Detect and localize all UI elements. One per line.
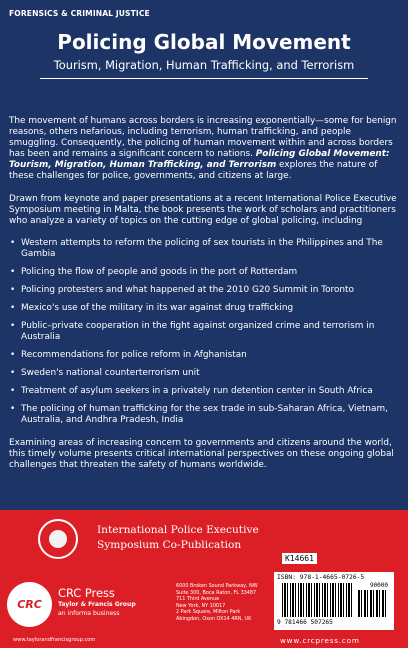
blurb-paragraph-1 <box>9 116 399 182</box>
list-item <box>9 350 399 361</box>
isbn-label: ISBN: 978-1-4665-0726-5 <box>277 574 365 581</box>
cover-bottom-panel <box>0 510 408 648</box>
list-item <box>9 238 399 260</box>
list-item-text: Western attempts to reform the policing of sex tourists in the Philippines and The Gambia <box>21 238 383 259</box>
crc-website: www.crcpress.com <box>280 636 360 645</box>
book-title: Policing Global Movement <box>57 30 351 54</box>
list-item <box>9 404 399 426</box>
list-item <box>9 303 399 314</box>
list-item-text: Recommendations for police reform in Afghanistan <box>21 350 247 360</box>
publisher-group: Taylor & Francis Group <box>58 601 136 608</box>
address-line: 6000 Broken Sound Parkway, NW <box>176 583 258 589</box>
address-line: 2 Park Square, Milton Park <box>176 609 241 616</box>
list-item <box>9 368 399 379</box>
blurb-paragraph-2: Drawn from keynote and paper presentations at a recent International Police Executive Symposium meeting in Malta, the book presents the work of scholars and practitioners who analyze a variety of topics on the cutting edge of global policing, including <box>9 194 397 226</box>
bullet-icon: • <box>10 404 16 414</box>
barcode-addon-bars <box>358 590 388 617</box>
list-item-text: Policing protesters and what happened at the 2010 G20 Summit in Toronto <box>21 285 354 295</box>
bullet-icon: • <box>10 321 16 331</box>
publisher-address <box>176 583 266 623</box>
blurb-p1-start: The movement of humans across borders is increasing exponentially—some for benign reasons, others nefarious, including terrorism, human trafficking, and people smuggling. Consequently, the policing of human movement within and across borders has been and remains a significant concern to nations. <box>9 116 397 159</box>
address-line: New York, NY 10017 <box>176 602 226 609</box>
bullet-icon: • <box>10 350 16 360</box>
crc-logo-icon: CRC <box>7 582 52 627</box>
bullet-icon: • <box>10 267 16 277</box>
bullet-icon: • <box>10 238 16 248</box>
list-item-text: Mexico's use of the military in its war against drug trafficking <box>21 303 294 313</box>
list-item <box>9 321 399 343</box>
ipes-copublication-line-1: International Police Executive <box>97 524 259 536</box>
bullet-icon: • <box>10 368 16 378</box>
product-code: K14661 <box>282 553 317 564</box>
list-item-text: Sweden's national counterterrorism unit <box>21 368 200 378</box>
group-website: www.taylorandfrancisgroup.com <box>13 637 96 643</box>
bullet-icon: • <box>10 303 16 313</box>
address-line: Abingdon, Oxon OX14 4RN, UK <box>176 615 252 622</box>
list-item-text: Public–private cooperation in the fight against organized crime and terrorism in Australia <box>21 321 375 342</box>
bullet-icon: • <box>10 386 16 396</box>
address-line: 711 Third Avenue <box>176 596 220 603</box>
publisher-name: CRC Press <box>58 586 115 600</box>
list-item <box>9 285 399 296</box>
ipes-seal-icon <box>38 519 78 559</box>
blurb-p1-end: explores the nature of these challenges for police, governments, and citizens at large. <box>9 160 378 181</box>
series-label: FORENSICS & CRIMINAL JUSTICE <box>9 9 150 18</box>
list-item <box>9 386 399 397</box>
bullet-icon: • <box>10 285 16 295</box>
ipes-copublication-line-2: Symposium Co-Publication <box>97 539 242 551</box>
topic-list <box>9 238 399 426</box>
blurb-p1-book-title: Policing Global Movement: Tourism, Migration, Human Trafficking, and Terrorism <box>9 149 390 170</box>
list-item <box>9 267 399 278</box>
list-item-text: Treatment of asylum seekers in a privately run detention center in South Africa <box>21 386 373 396</box>
barcode-bars <box>282 583 352 617</box>
address-line: Suite 300, Boca Raton, FL 33487 <box>176 589 257 596</box>
title-divider <box>40 78 368 79</box>
blurb-paragraph-3: Examining areas of increasing concern to governments and citizens around the world, this timely volume presents critical international perspectives on these ongoing global challenges that threaten the safety of humans worldwide. <box>9 438 394 470</box>
publisher-tagline: an informa business <box>58 610 120 617</box>
book-subtitle: Tourism, Migration, Human Trafficking, and Terrorism <box>53 58 355 72</box>
barcode-number: 9 781466 507265 <box>277 619 333 626</box>
isbn-barcode <box>274 572 394 630</box>
list-item-text: Policing the flow of people and goods in the port of Rotterdam <box>21 267 298 277</box>
list-item-text: The policing of human trafficking for the sex trade in sub-Saharan Africa, Vietnam, Australia, and Andhra Pradesh, India <box>21 404 388 425</box>
price-code: 90000 <box>369 582 388 589</box>
blurb <box>9 116 399 483</box>
